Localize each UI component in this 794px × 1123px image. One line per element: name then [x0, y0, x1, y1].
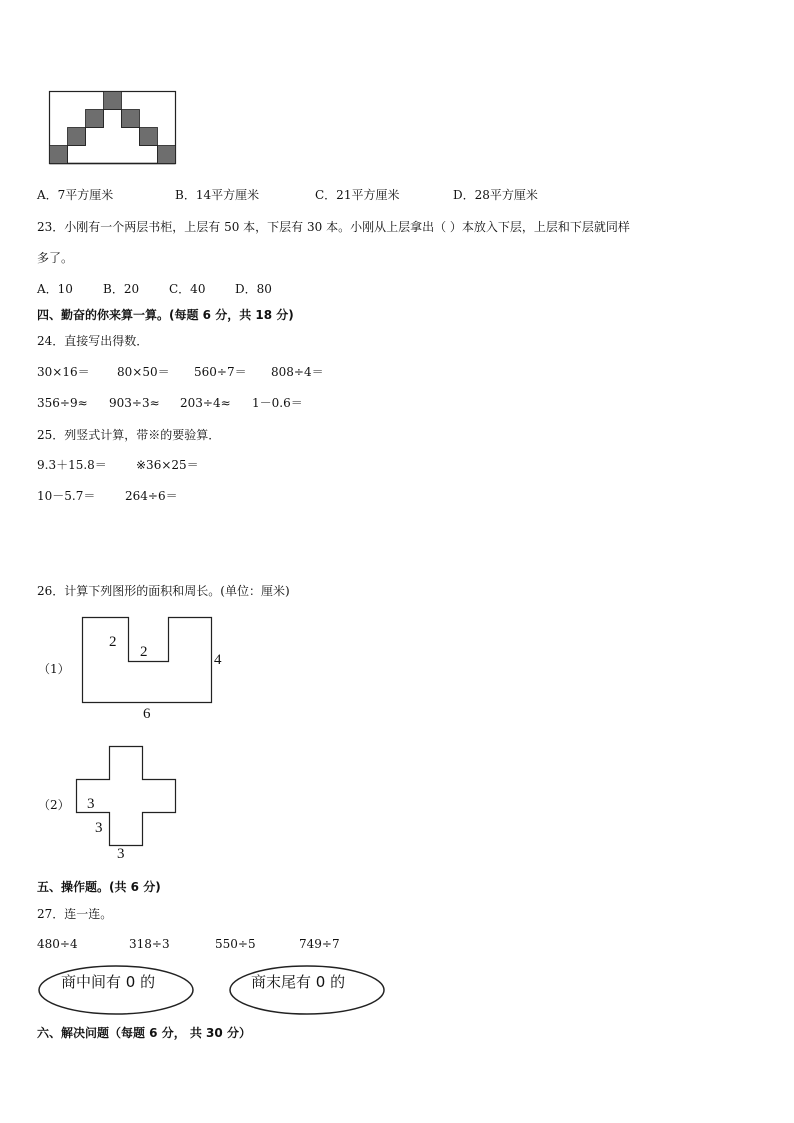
- q22-option-b: B．14平方厘米: [175, 188, 260, 202]
- figure-2-dim-bottom-width: 3: [117, 846, 125, 862]
- figure-1-dim-height: 4: [214, 652, 222, 668]
- q27-item-1: 480÷4: [37, 937, 78, 951]
- staircase-figure: [49, 91, 176, 165]
- q24-item: 560÷7＝: [194, 365, 247, 379]
- q24-item: 203÷4≈: [180, 396, 231, 410]
- q22-option-a: A．7平方厘米: [37, 188, 114, 202]
- q22-option-d: D．28平方厘米: [453, 188, 538, 202]
- q23-option-a: A．10: [37, 282, 73, 296]
- q27-item-3: 550÷5: [215, 937, 256, 951]
- oval-middle-zero-label: 商中间有 0 的: [61, 973, 156, 991]
- q23-option-c: C．40: [169, 282, 206, 296]
- q25-item: 264÷6＝: [125, 489, 178, 503]
- figure-1-label: （1）: [38, 662, 70, 676]
- figure-1-u-shape: [82, 617, 212, 703]
- q27-item-4: 749÷7: [299, 937, 340, 951]
- q27-title: 27．连一连。: [37, 907, 113, 921]
- q25-item: 9.3＋15.8＝: [37, 458, 107, 472]
- figure-2-label: （2）: [38, 798, 70, 812]
- figure-2-dim-arm-height: 3: [87, 796, 95, 812]
- q24-item: 1－0.6＝: [252, 396, 303, 410]
- section-4-title: 四、勤奋的你来算一算。(每题 6 分，共 18 分): [37, 308, 294, 322]
- figure-2-dim-arm-length: 3: [95, 820, 103, 836]
- section-6-title: 六、解决问题（每题 6 分， 共 30 分）: [37, 1026, 251, 1040]
- q24-item: 903÷3≈: [109, 396, 160, 410]
- q26-title: 26．计算下列图形的面积和周长。(单位：厘米): [37, 584, 290, 598]
- oval-end-zero-label: 商末尾有 0 的: [251, 973, 346, 991]
- q25-title: 25．列竖式计算，带※的要验算．: [37, 428, 221, 442]
- q23-option-b: B．20: [103, 282, 140, 296]
- q25-item: 10－5.7＝: [37, 489, 96, 503]
- q24-item: 80×50＝: [117, 365, 170, 379]
- section-5-title: 五、操作题。(共 6 分): [37, 880, 161, 894]
- q25-item: ※36×25＝: [136, 458, 199, 472]
- figure-1-dim-width: 6: [143, 706, 151, 722]
- q23-option-d: D．80: [235, 282, 272, 296]
- figure-1-dim-inner-width: 2: [140, 644, 148, 660]
- q24-title: 24．直接写出得数．: [37, 334, 149, 348]
- q27-item-2: 318÷3: [129, 937, 170, 951]
- q23-question-line2: 多了。: [37, 251, 74, 265]
- q22-option-c: C．21平方厘米: [315, 188, 400, 202]
- q23-question-line1: 23．小刚有一个两层书柜，上层有 50 本，下层有 30 本。小刚从上层拿出（ ）本放入下层，上层和下层就同样: [37, 220, 630, 234]
- q24-item: 30×16＝: [37, 365, 90, 379]
- q24-item: 808÷4＝: [271, 365, 324, 379]
- q24-item: 356÷9≈: [37, 396, 88, 410]
- figure-1-dim-inner-height: 2: [109, 634, 117, 650]
